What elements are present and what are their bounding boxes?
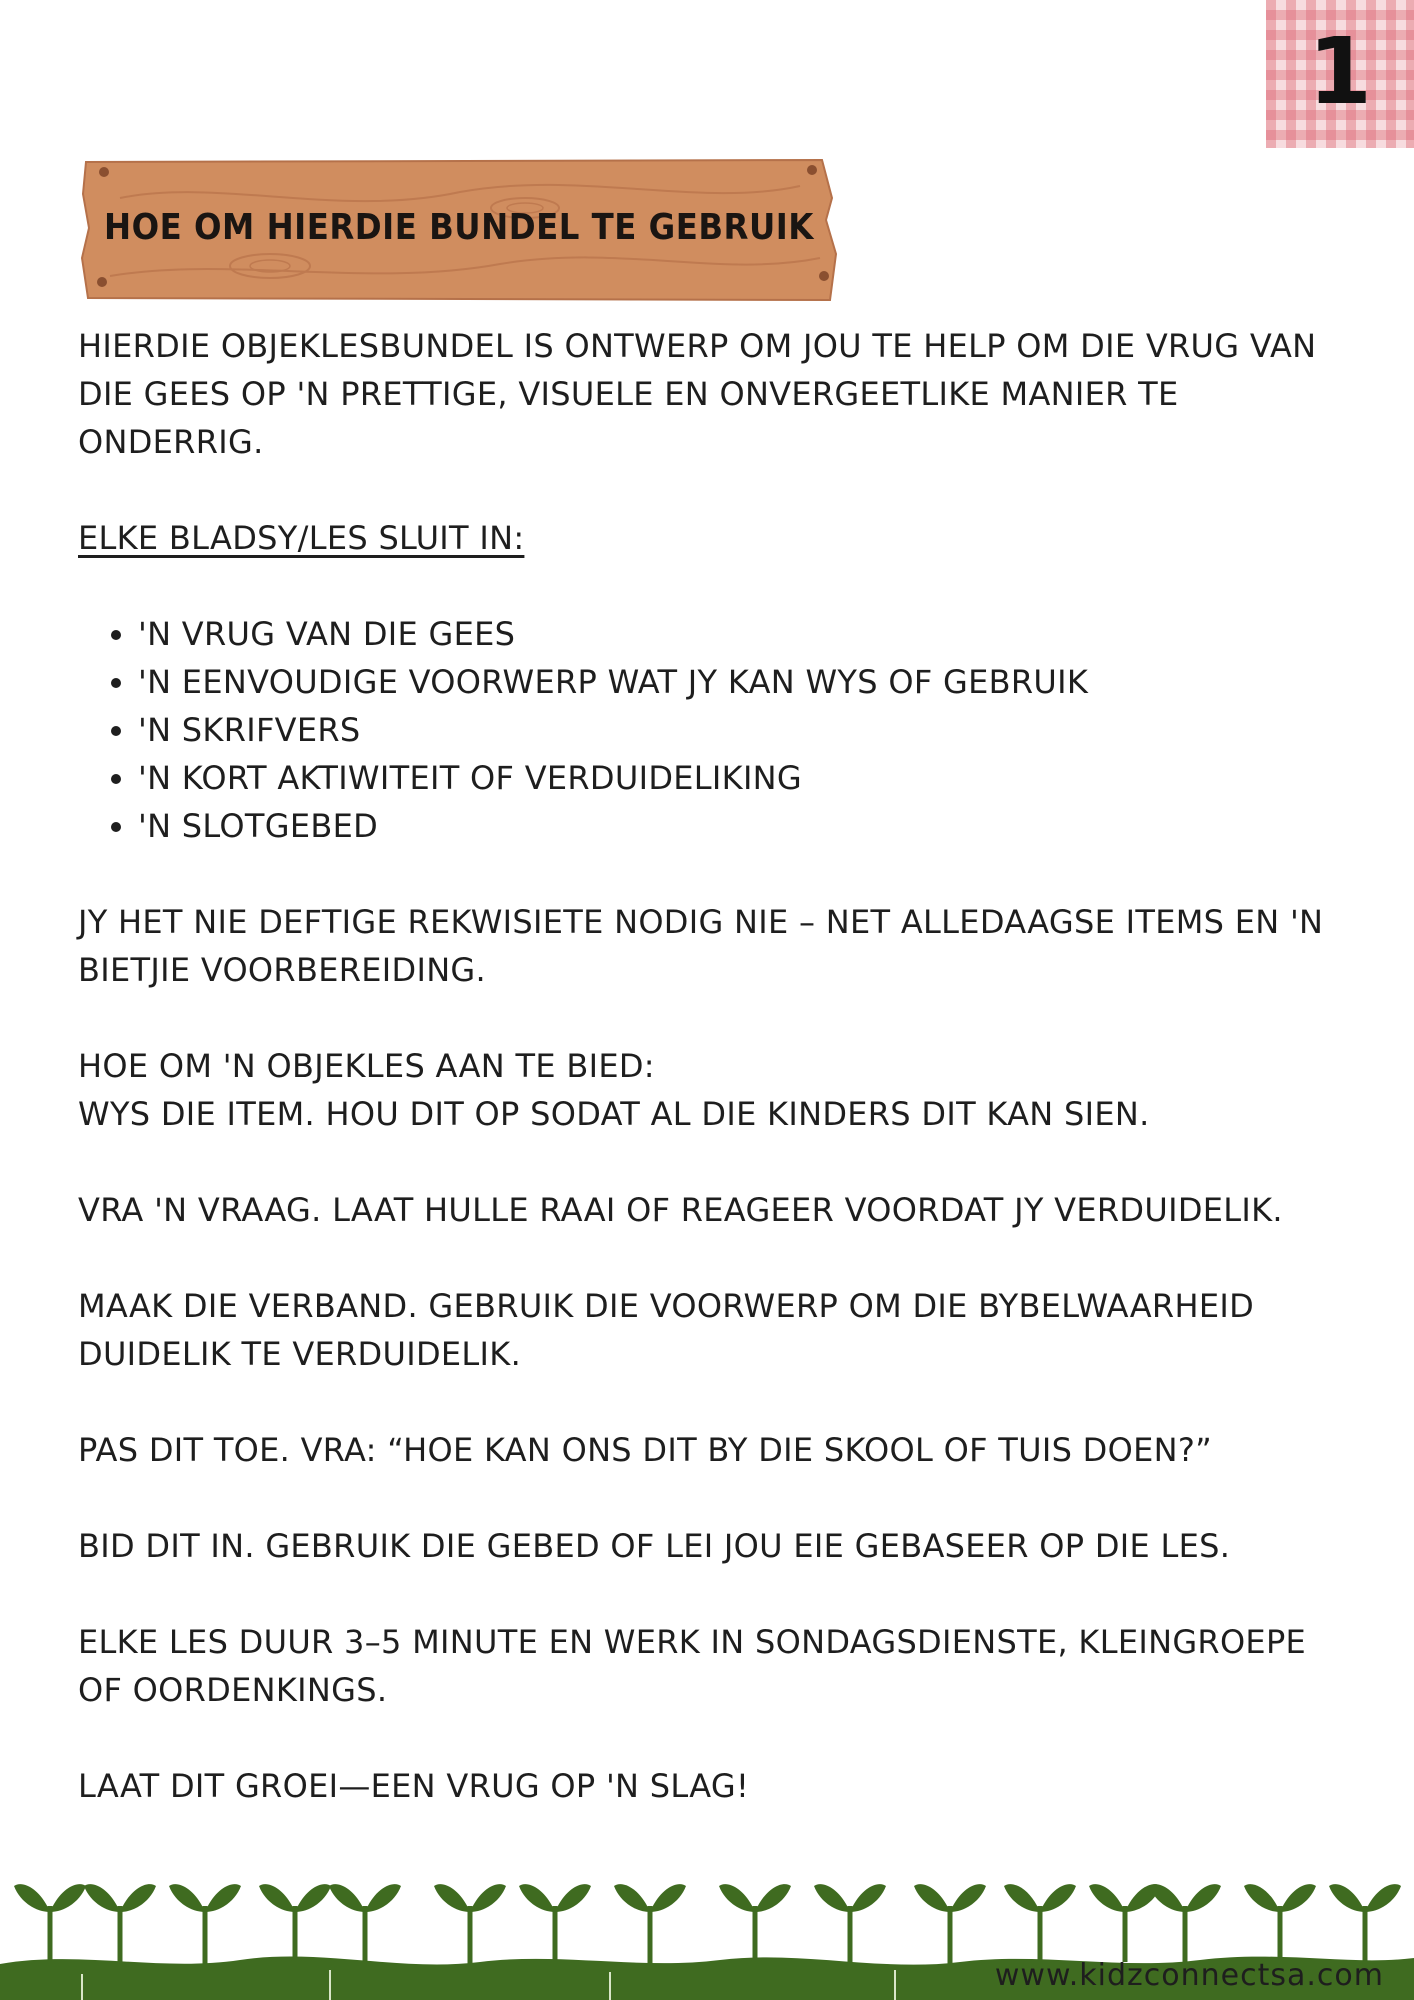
sprout-icon: [519, 1884, 591, 1962]
header-sign: [80, 158, 840, 302]
footer-grass: [0, 1862, 1414, 2000]
sprout-icon: [719, 1884, 791, 1970]
page-title: HOE OM HIERDIE BUNDEL TE GEBRUIK: [104, 207, 814, 248]
list-item: • 'N VRUG VAN DIE GEES: [138, 610, 1358, 658]
includes-heading: ELKE BLADSY/LES SLUIT IN:: [78, 519, 525, 557]
sprout-icon: [169, 1884, 241, 1970]
props-note: JY HET NIE DEFTIGE REKWISIETE NODIG NIE – NET ALLEDAAGSE ITEMS EN 'N BIETJIE VOORBEREIDING.: [78, 903, 1324, 989]
sprout-icon: [259, 1884, 331, 1962]
sprout-icon: [329, 1884, 401, 1966]
step-ask: VRA 'N VRAAG. LAAT HULLE RAAI OF REAGEER VOORDAT JY VERDUIDELIK.: [78, 1191, 1283, 1229]
step-apply: PAS DIT TOE. VRA: “HOE KAN ONS DIT BY DIE SKOOL OF TUIS DOEN?”: [78, 1431, 1213, 1469]
steps-heading: HOE OM 'N OBJEKLES AAN TE BIED:: [78, 1047, 655, 1085]
sprout-icon: [1329, 1884, 1401, 1962]
sprout-icon: [914, 1884, 986, 1966]
sprout-icon: [614, 1884, 686, 1966]
list-item: • 'N SLOTGEBED: [138, 802, 1358, 850]
step-pray: BID DIT IN. GEBRUIK DIE GEBED OF LEI JOU EIE GEBASEER OP DIE LES.: [78, 1527, 1231, 1565]
sprout-icon: [1149, 1884, 1221, 1966]
duration-note: ELKE LES DUUR 3–5 MINUTE EN WERK IN SONDAGSDIENSTE, KLEINGROEPE OF OORDENKINGS.: [78, 1623, 1307, 1709]
step-connect: MAAK DIE VERBAND. GEBRUIK DIE VOORWERP OM DIE BYBELWAARHEID DUIDELIK TE VERDUIDELIK.: [78, 1287, 1255, 1373]
content-body: [78, 322, 1358, 1858]
sprout-icon: [434, 1884, 506, 1970]
sprout-icon: [84, 1884, 156, 1966]
list-item: • 'N KORT AKTIWITEIT OF VERDUIDELIKING: [138, 754, 1358, 802]
sprout-icon: [14, 1884, 86, 1962]
steps-block: [78, 1042, 1358, 1138]
list-item: • 'N EENVOUDIGE VOORWERP WAT JY KAN WYS OF GEBRUIK: [138, 658, 1358, 706]
closing-line: LAAT DIT GROEI—EEN VRUG OP 'N SLAG!: [78, 1767, 750, 1805]
page-number-tile: [1266, 0, 1414, 148]
step-show: WYS DIE ITEM. HOU DIT OP SODAT AL DIE KINDERS DIT KAN SIEN.: [78, 1095, 1150, 1133]
sprout-icon: [1089, 1884, 1161, 1962]
list-item: • 'N SKRIFVERS: [138, 706, 1358, 754]
page-number: 1: [1307, 18, 1372, 125]
includes-list: [78, 610, 1358, 850]
sprout-icon: [814, 1884, 886, 1962]
intro-paragraph: HIERDIE OBJEKLESBUNDEL IS ONTWERP OM JOU TE HELP OM DIE VRUG VAN DIE GEES OP 'N PRETTIGE, VISUELE EN ONVERGEETLIKE MANIER TE ONDERRIG.: [78, 327, 1317, 461]
footer-url[interactable]: www.kidzconnectsa.com: [994, 1958, 1384, 1993]
